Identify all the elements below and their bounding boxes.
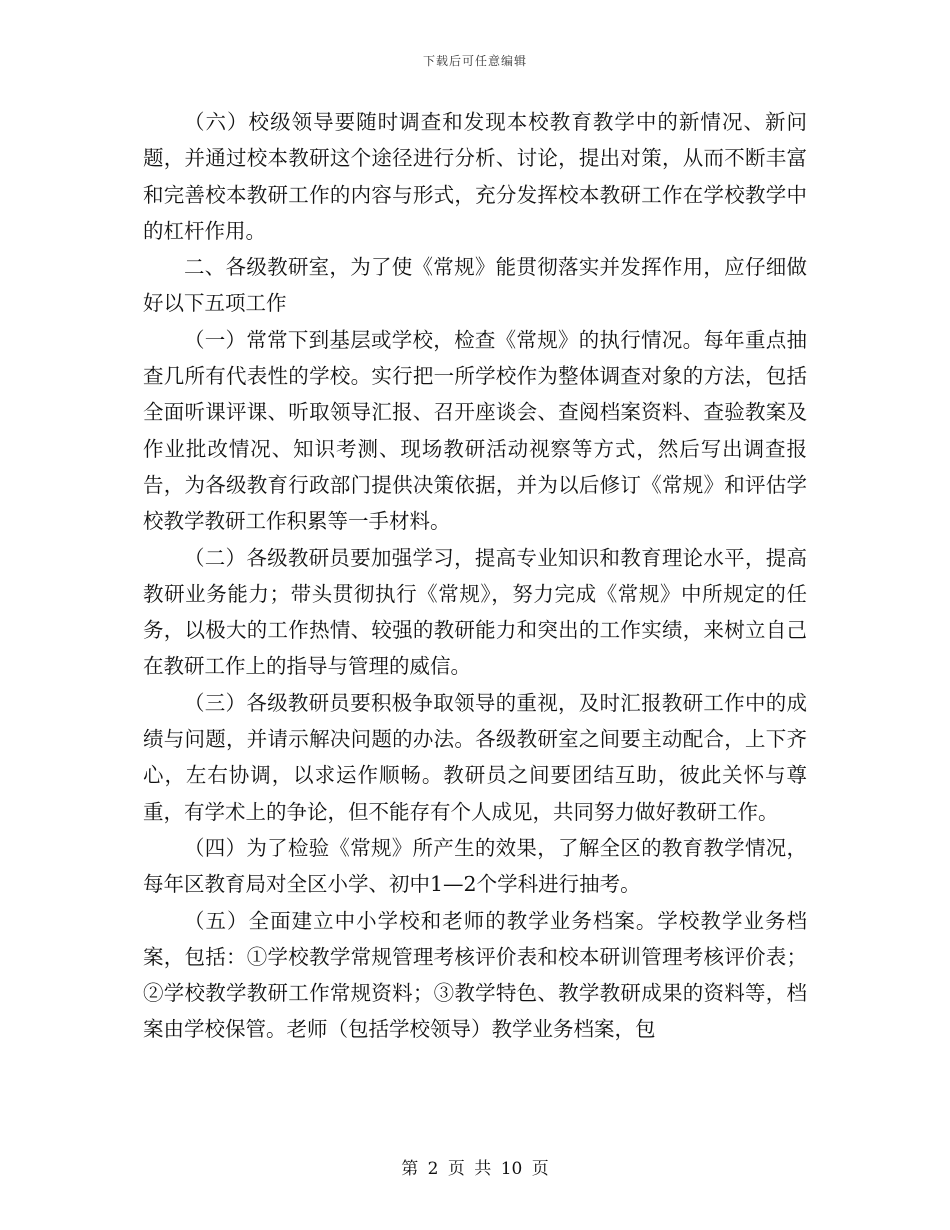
document-body	[143, 104, 807, 1048]
page-header: 下载后可任意编辑	[422, 54, 527, 68]
paragraph-4: （四）为了检验《常规》所产生的效果，了解全区的教育教学情况，每年区教育局对全区小学、初中1—2个学科进行抽考。	[143, 835, 807, 897]
page-number: 第 2 页 共 10 页	[401, 1159, 549, 1179]
paragraph-3: （三）各级教研员要积极争取领导的重视，及时汇报教研工作中的成绩与问题，并请示解决问题的办法。各级教研室之间要主动配合，上下齐心，左右协调，以求运作顺畅。教研员之间要团结互助，彼此关怀与尊重，有学术上的争论，但不能存有个人成见，共同努力做好教研工作。	[143, 690, 807, 824]
paragraph-6: （六）校级领导要随时调查和发现本校教育教学中的新情况、新问题，并通过校本教研这个途径进行分析、讨论，提出对策，从而不断丰富和完善校本教研工作的内容与形式，充分发挥校本教研工作在学校教学中的杠杆作用。	[143, 110, 807, 243]
section-heading-2: 二、各级教研室，为了使《常规》能贯彻落实并发挥作用，应仔细做好以下五项工作	[143, 255, 807, 316]
paragraph-1: （一）常常下到基层或学校，检查《常规》的执行情况。每年重点抽查几所有代表性的学校。实行把一所学校作为整体调查对象的方法，包括全面听课评课、听取领导汇报、召开座谈会、查阅档案资料、查验教案及作业批改情况、知识考测、现场教研活动视察等方式，然后写出调查报告，为各级教育行政部门提供决策依据，并为以后修订《常规》和评估学校教学教研工作积累等一手材料。	[143, 327, 807, 534]
paragraph-2: （二）各级教研员要加强学习，提高专业知识和教育理论水平，提高教研业务能力；带头贯彻执行《常规》，努力完成《常规》中所规定的任务，以极大的工作热情、较强的教研能力和突出的工作实绩，来树立自己在教研工作上的指导与管理的威信。	[143, 545, 807, 679]
paragraph-5: （五）全面建立中小学校和老师的教学业务档案。学校教学业务档案，包括：①学校教学常规管理考核评价表和校本研训管理考核评价表；②学校教学教研工作常规资料；③教学特色、教学教研成果的资料等，档案由学校保管。老师（包括学校领导）教学业务档案，包	[143, 908, 807, 1042]
